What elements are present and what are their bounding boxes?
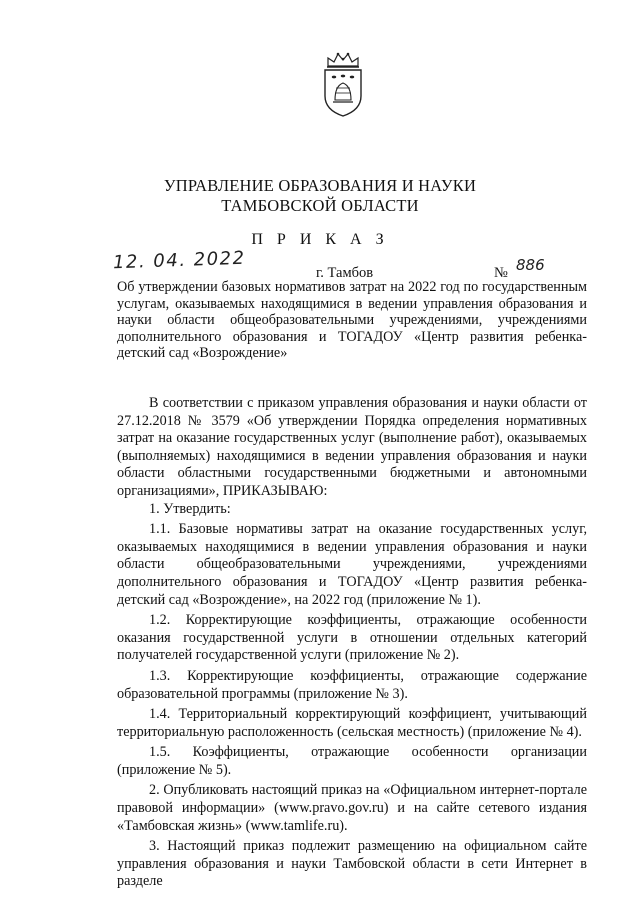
organization-name-line-1: УПРАВЛЕНИЕ ОБРАЗОВАНИЯ И НАУКИ — [163, 176, 477, 195]
tambov-coat-of-arms-icon — [318, 50, 368, 118]
document-title: П Р И К А З — [251, 231, 389, 248]
order-subject: Об утверждении базовых нормативов затрат на 2022 год по государственным услугам, оказываемых находящимися в ведении управления образования и науки области общеобразовательными учреждениями, учреждениями дополнительного образования и ТОГАДОУ «Центр развития ребенка-детский сад «Возрождение» — [117, 279, 587, 361]
paragraph-preamble: В соответствии с приказом управления образования и науки области от 27.12.2018 № 3579 «Об утверждении Порядка определения нормативных затрат на оказание государственных услуг (выполнение работ), оказываемых (выполняемых) находящимися в ведении управления образования и науки области областными государственными бюджетными и автономными организациями», ПРИКАЗЫВАЮ: — [117, 395, 587, 499]
order-body — [117, 395, 587, 891]
paragraph-item-1: 1. Утвердить: — [149, 500, 231, 517]
handwritten-number: 886 — [516, 256, 545, 274]
paragraph-item-1-2: 1.2. Корректирующие коэффициенты, отражающие особенности оказания государственной услуги в отношении отдельных категорий получателей государственной услуги (приложение № 2). — [117, 612, 587, 664]
paragraph-item-1-5: 1.5. Коэффициенты, отражающие особенности организации (приложение № 5). — [117, 744, 587, 778]
paragraph-item-3: 3. Настоящий приказ подлежит размещению на официальном сайте управления образования и науки Тамбовской области в сети Интернет в разделе — [117, 838, 587, 890]
paragraph-item-2: 2. Опубликовать настоящий приказ на «Официальном интернет-портале правовой информации» (www.pravo.gov.ru) и на сайте сетевого издания «Тамбовская жизнь» (www.tamlife.ru). — [117, 782, 587, 834]
paragraph-item-1-4: 1.4. Территориальный корректирующий коэффициент, учитывающий территориальную расположенность (сельская местность) (приложение № 4). — [117, 706, 587, 740]
organization-name-line-2: ТАМБОВСКОЙ ОБЛАСТИ — [221, 196, 419, 215]
paragraph-item-1-3: 1.3. Корректирующие коэффициенты, отражающие содержание образовательной программы (приложение № 3). — [117, 667, 587, 702]
number-label: № — [494, 265, 508, 281]
handwritten-date: 12. 04. 2022 — [112, 247, 246, 274]
city: г. Тамбов — [316, 265, 374, 281]
paragraph-item-1-1: 1.1. Базовые нормативы затрат на оказание государственных услуг, оказываемых находящимися в ведении управления образования и науки области общеобразовательными учреждениями, учреждениями дополнительного образования и ТОГАДОУ «Центр развития ребенка-детский сад «Возрождение», на 2022 год (приложение № 1). — [117, 521, 587, 608]
